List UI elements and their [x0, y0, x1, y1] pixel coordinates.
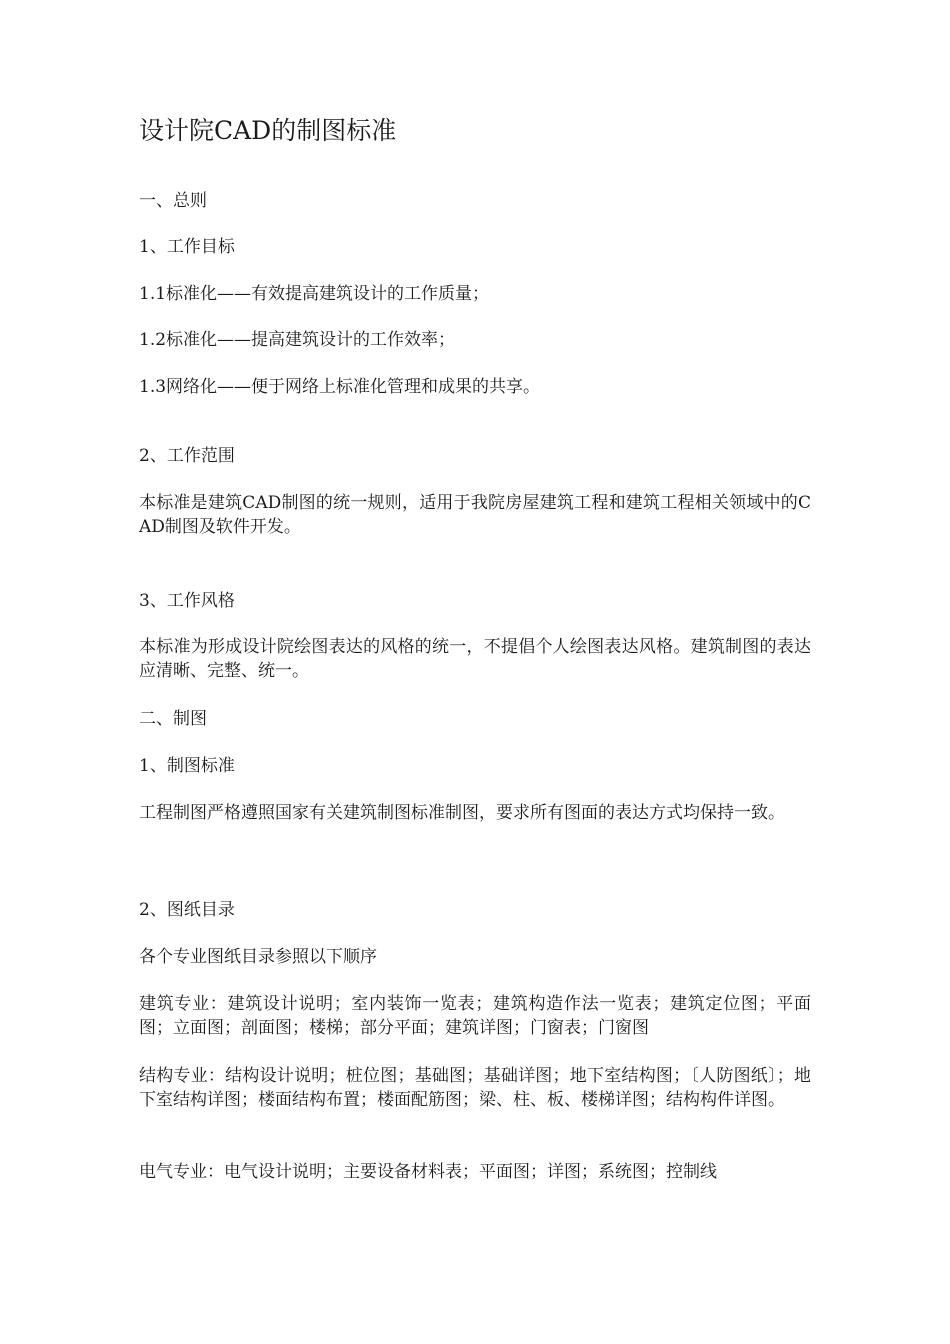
paragraph-work-scope: 本标准是建筑CAD制图的统一规则，适用于我院房屋建筑工程和建筑工程相关领域中的CAD制图及软件开发。 [139, 493, 811, 537]
paragraph-work-style: 本标准为形成设计院绘图表达的风格的统一，不提倡个人绘图表达风格。建筑制图的表达应清晰、完整、统一。 [139, 637, 811, 681]
subsection-heading-work-goals: 1、工作目标 [139, 237, 235, 257]
paragraph-electrical-catalog: 电气专业：电气设计说明；主要设备材料表；平面图；详图；系统图；控制线 [139, 1162, 717, 1182]
subsection-heading-drawing-standard: 1、制图标准 [139, 756, 235, 776]
section-heading-general: 一、总则 [139, 191, 207, 211]
goal-item-1-1: 1.1标准化——有效提高建筑设计的工作质量； [139, 284, 490, 304]
goal-item-1-3: 1.3网络化——便于网络上标准化管理和成果的共享。 [139, 377, 541, 397]
subsection-heading-work-scope: 2、工作范围 [139, 446, 235, 466]
document-title: 设计院CAD的制图标准 [139, 116, 397, 145]
paragraph-architecture-catalog: 建筑专业：建筑设计说明；室内装饰一览表；建筑构造作法一览表；建筑定位图；平面图；立面图；剖面图；楼梯；部分平面；建筑详图；门窗表；门窗图 [139, 994, 811, 1038]
subsection-heading-drawing-catalog: 2、图纸目录 [139, 900, 235, 920]
paragraph-structure-catalog: 结构专业：结构设计说明；桩位图；基础图；基础详图；地下室结构图；〔人防图纸〕；地下室结构详图；楼面结构布置；楼面配筋图；梁、柱、板、楼梯详图；结构构件详图。 [139, 1066, 811, 1110]
goal-item-1-2: 1.2标准化——提高建筑设计的工作效率； [139, 330, 456, 350]
paragraph-drawing-standard: 工程制图严格遵照国家有关建筑制图标准制图，要求所有图面的表达方式均保持一致。 [139, 803, 785, 823]
subsection-heading-work-style: 3、工作风格 [139, 591, 235, 611]
section-heading-drawing: 二、制图 [139, 709, 207, 729]
paragraph-catalog-intro: 各个专业图纸目录参照以下顺序 [139, 947, 377, 967]
